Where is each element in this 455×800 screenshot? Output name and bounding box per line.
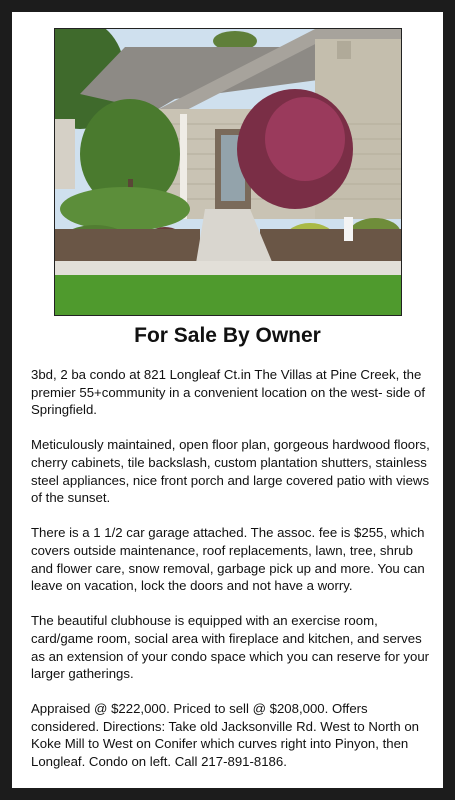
description-paragraph: Appraised @ $222,000. Priced to sell @ $208,000. Offers considered. Directions: Take old Jacksonville Rd. West to North on Koke Mill to West on Conifer which curves right into Pinyon, then Longleaf. Condo on left. Call 217-891-8186.	[31, 701, 419, 770]
description-paragraph: There is a 1 1/2 car garage attached. The assoc. fee is $255, which covers outside maintenance, roof replacements, lawn, tree, shrub and flower care, snow removal, garbage pick up and more. You can leave on vacation, lock the doors and not have a worry.	[31, 525, 425, 594]
house-photo	[54, 28, 402, 316]
description-paragraph: 3bd, 2 ba condo at 821 Longleaf Ct.in The Villas at Pine Creek, the premier 55+community in a convenient location on the west- side of Springfield.	[31, 367, 426, 418]
description-paragraph: The beautiful clubhouse is equipped with an exercise room, card/game room, social area with fireplace and kitchen, and serves as an extension of your condo space which you can reserve for your larger gatherings.	[31, 613, 430, 682]
description-paragraph: Meticulously maintained, open floor plan, gorgeous hardwood floors, cherry cabinets, tile backslash, custom plantation shutters, stainless steel appliances, nice front porch and large covered patio with views of the sunset.	[31, 437, 430, 506]
listing-description	[31, 366, 431, 788]
house-photo-image	[55, 29, 401, 315]
page-title: For Sale By Owner	[134, 324, 321, 347]
listing-card	[12, 12, 443, 788]
